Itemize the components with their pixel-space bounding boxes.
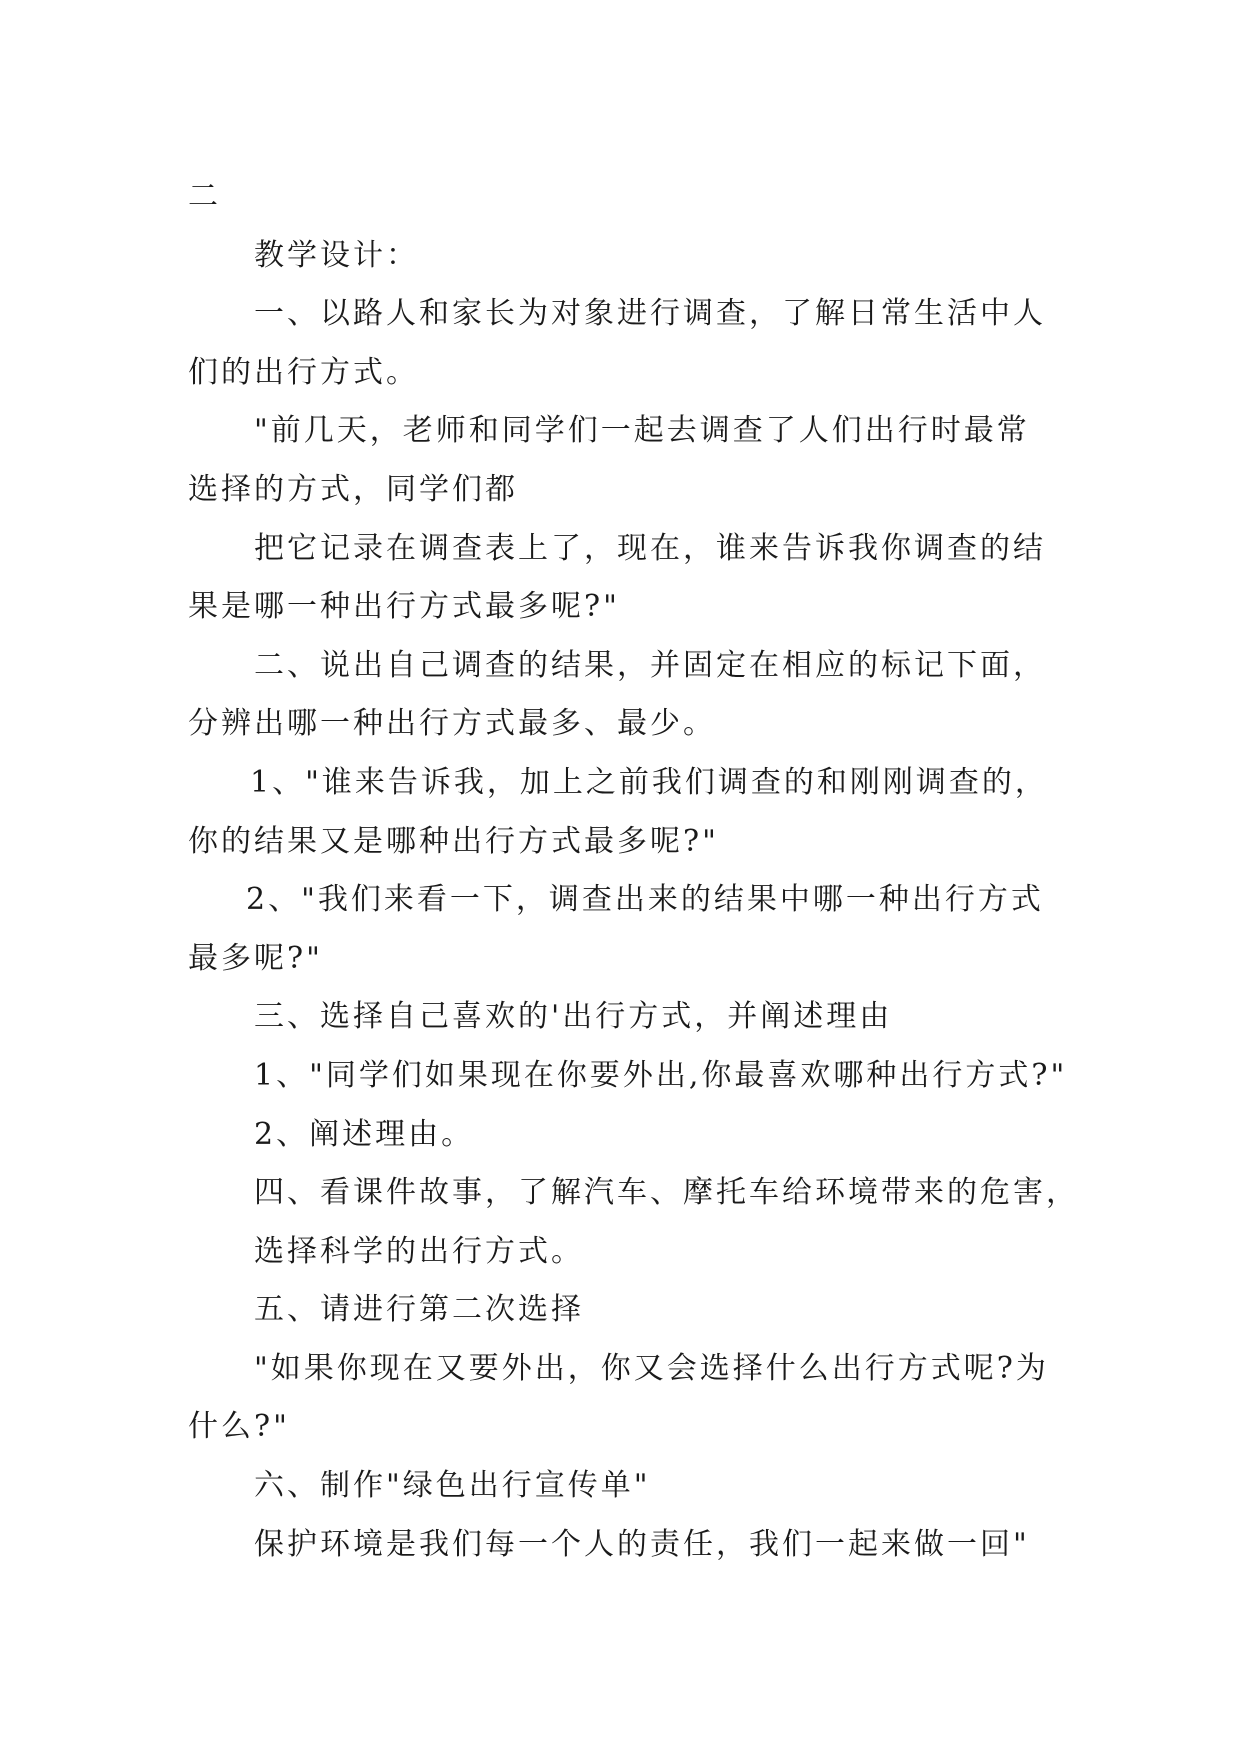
paragraph-line: 2、"我们来看一下，调查出来的结果中哪一种出行方式 [246, 882, 1044, 918]
paragraph-line: 2、阐述理由。 [254, 1116, 475, 1152]
paragraph-line: 果是哪一种出行方式最多呢?" [188, 589, 620, 625]
paragraph-line: 选择的方式，同学们都 [188, 471, 518, 507]
paragraph-line: "如果你现在又要外出，你又会选择什么出行方式呢?为 [254, 1350, 1049, 1386]
paragraph-line: 1、"谁来告诉我，加上之前我们调查的和刚刚调查的， [250, 764, 1048, 800]
section-heading: 二 [188, 179, 221, 214]
paragraph-line: 教学设计： [254, 237, 419, 273]
paragraph-line: 1、"同学们如果现在你要外出,你最喜欢哪种出行方式?" [254, 1057, 1068, 1093]
document-body [188, 168, 1088, 1574]
paragraph-line: 最多呢?" [188, 940, 323, 976]
paragraph-line: 二、说出自己调查的结果，并固定在相应的标记下面， [254, 647, 1046, 683]
paragraph-line: 们的出行方式。 [188, 354, 419, 390]
paragraph-line: 五、请进行第二次选择 [254, 1292, 584, 1328]
paragraph-line: 分辨出哪一种出行方式最多、最少。 [188, 706, 716, 742]
paragraph-line: 你的结果又是哪种出行方式最多呢?" [188, 823, 719, 859]
paragraph-line: 六、制作"绿色出行宣传单" [254, 1468, 651, 1504]
paragraph-line: 四、看课件故事，了解汽车、摩托车给环境带来的危害， [254, 1175, 1079, 1211]
paragraph-line: "前几天，老师和同学们一起去调查了人们出行时最常 [254, 413, 1030, 449]
paragraph-line: 三、选择自己喜欢的'出行方式，并阐述理由 [254, 999, 893, 1035]
paragraph-line: 什么?" [188, 1409, 290, 1445]
paragraph-line: 把它记录在调查表上了，现在，谁来告诉我你调查的结 [254, 530, 1046, 566]
paragraph-line: 选择科学的出行方式。 [254, 1233, 584, 1269]
paragraph-line: 一、以路人和家长为对象进行调查，了解日常生活中人 [254, 296, 1046, 332]
paragraph-line: 保护环境是我们每一个人的责任，我们一起来做一回" [254, 1526, 1030, 1562]
